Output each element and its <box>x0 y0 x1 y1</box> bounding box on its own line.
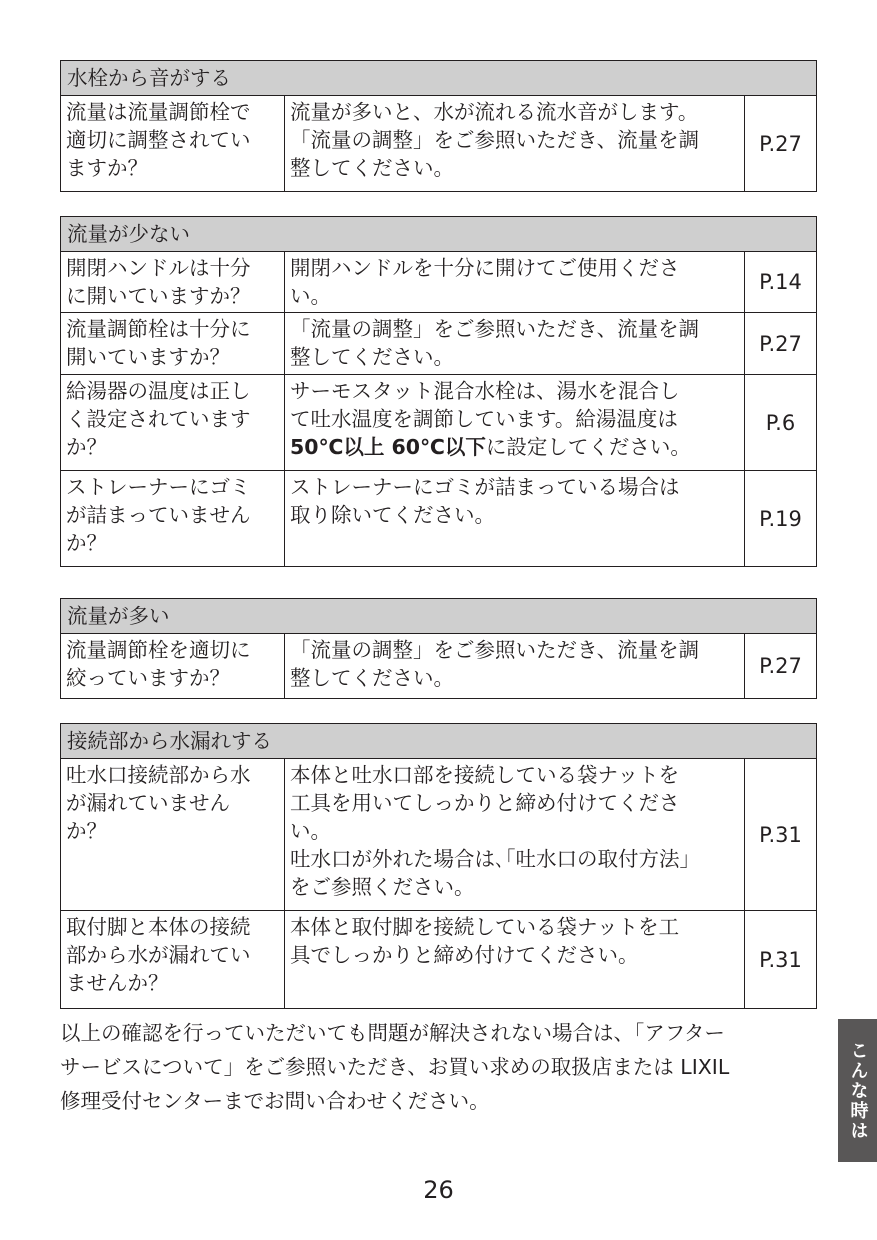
temperature-range: 50℃以上 60℃以下 <box>290 435 486 459</box>
check-cell: 吐水口接続部から水 が漏れていません か？ <box>61 759 285 911</box>
check-cell: ストレーナーにゴミ が詰まっていません か？ <box>61 471 285 567</box>
page-ref: P.31 <box>745 759 817 911</box>
action-text: サーモスタット混合水栓は、湯水を混合し て吐水温度を調節しています。給湯温度は <box>290 379 680 431</box>
section-high-flow <box>60 598 817 699</box>
action-cell: ストレーナーにゴミが詰まっている場合は 取り除いてください。 <box>285 471 745 567</box>
page-ref: P.31 <box>745 911 817 1009</box>
page-ref: P.19 <box>745 471 817 567</box>
section-low-flow <box>60 216 817 567</box>
action-text-tail: に設定してください。 <box>485 435 691 459</box>
action-cell: 「流量の調整」をご参照いただき、流量を調 整してください。 <box>285 313 745 375</box>
check-cell: 開閉ハンドルは十分 に開いていますか？ <box>61 252 285 313</box>
chapter-tab <box>838 1019 877 1162</box>
section-header: 接続部から水漏れする <box>61 724 817 759</box>
note-line: サービスについて」をご参照いただき、お買い求めの取扱店または LIXIL <box>60 1055 730 1079</box>
action-cell: 開閉ハンドルを十分に開けてご使用くださ い。 <box>285 252 745 313</box>
action-cell: 流量が多いと、水が流れる流水音がします。 「流量の調整」をご参照いただき、流量を調 整してください。 <box>285 96 745 192</box>
action-cell <box>285 375 745 471</box>
note-line: 修理受付センターまでお問い合わせください。 <box>60 1089 490 1113</box>
check-cell: 流量は流量調節栓で 適切に調整されてい ますか？ <box>61 96 285 192</box>
section-header: 流量が少ない <box>61 217 817 252</box>
contact-note <box>60 1016 820 1118</box>
section-header: 水栓から音がする <box>61 61 817 96</box>
section-leak <box>60 723 817 1009</box>
check-cell: 取付脚と本体の接続 部から水が漏れてい ませんか？ <box>61 911 285 1009</box>
page-ref: P.14 <box>745 252 817 313</box>
page-number: 26 <box>423 1176 454 1204</box>
action-cell: 本体と吐水口部を接続している袋ナットを 工具を用いてしっかりと締め付けてくださ い。 吐水口が外れた場合は､｢吐水口の取付方法｣ をご参照ください。 <box>285 759 745 911</box>
section-header: 流量が多い <box>61 599 817 634</box>
note-line: 以上の確認を行っていただいても問題が解決されない場合は、「アフター <box>60 1021 725 1045</box>
section-noise <box>60 60 817 192</box>
check-cell: 流量調節栓は十分に 開いていますか？ <box>61 313 285 375</box>
page-ref: P.27 <box>745 96 817 192</box>
chapter-tab-label: こんな時は <box>847 1040 869 1141</box>
check-cell: 流量調節栓を適切に 絞っていますか？ <box>61 634 285 699</box>
action-cell: 「流量の調整」をご参照いただき、流量を調 整してください。 <box>285 634 745 699</box>
page-ref: P.27 <box>745 634 817 699</box>
page-ref: P.6 <box>745 375 817 471</box>
check-cell: 給湯器の温度は正し く設定されています か？ <box>61 375 285 471</box>
action-cell: 本体と取付脚を接続している袋ナットを工 具でしっかりと締め付けてください。 <box>285 911 745 1009</box>
page-ref: P.27 <box>745 313 817 375</box>
